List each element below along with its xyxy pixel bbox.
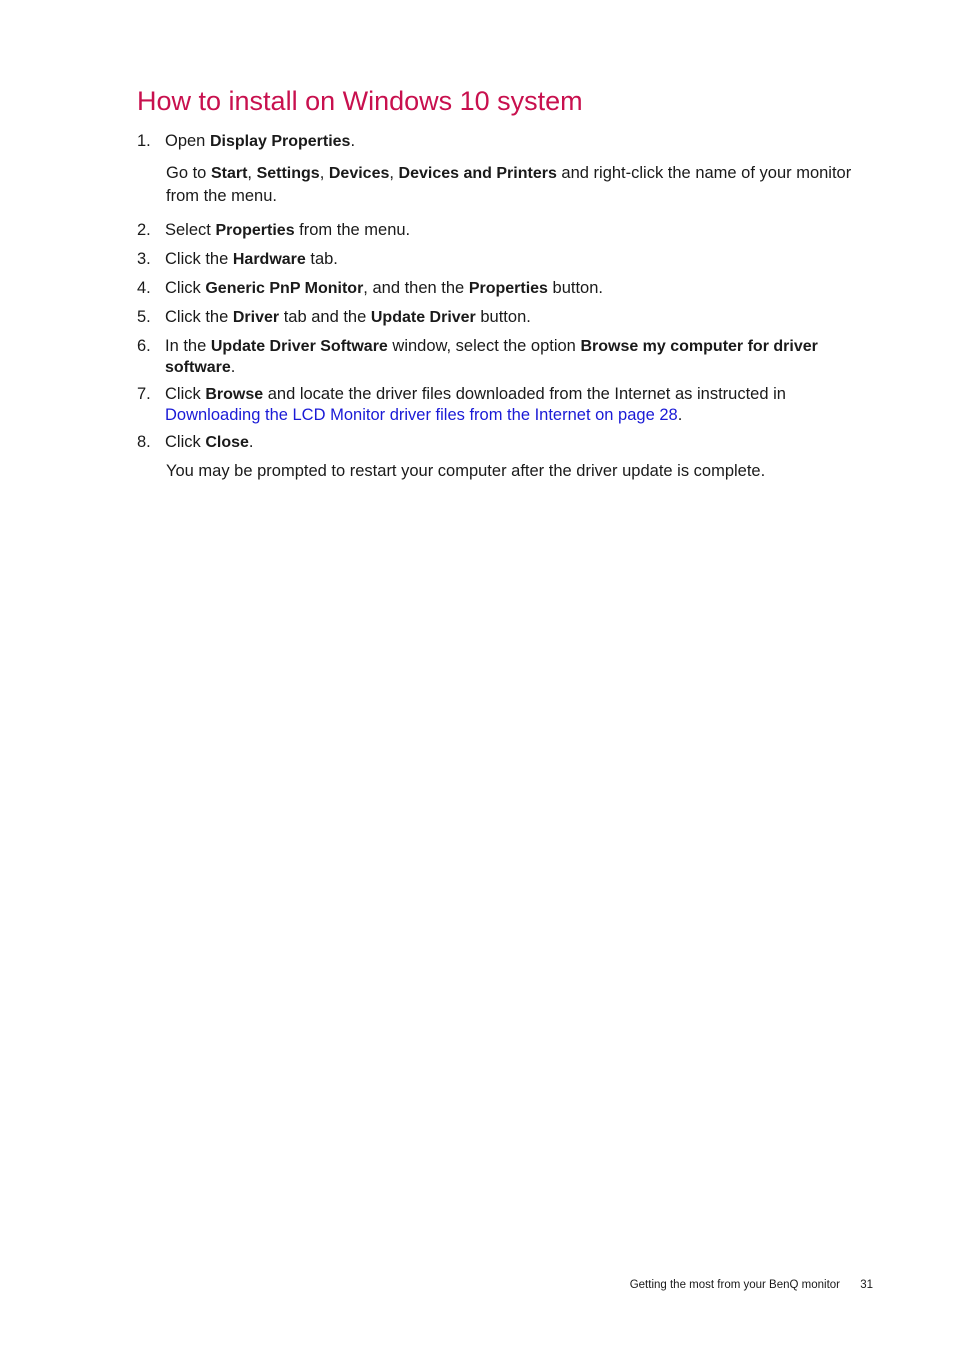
- ui-term: Start: [210, 165, 248, 182]
- step-number: 8.: [137, 433, 151, 451]
- step-number: 2.: [137, 221, 151, 239]
- step-text: Click Close.: [165, 433, 254, 451]
- ui-term: Devices: [328, 165, 390, 182]
- ui-term: Settings: [256, 165, 320, 182]
- ui-term: Display Properties: [209, 133, 351, 150]
- step-number: 5.: [137, 308, 151, 326]
- ui-term: Browse: [205, 386, 264, 403]
- step-number: 6.: [137, 337, 151, 355]
- step-number: 4.: [137, 279, 151, 297]
- ui-term: Update Driver Software: [210, 338, 388, 355]
- footer-text: Getting the most from your BenQ monitor: [629, 1279, 840, 1291]
- ui-term: Properties: [468, 280, 548, 297]
- ui-term: Devices and Printers: [398, 165, 557, 182]
- ui-term: Generic PnP Monitor: [205, 280, 364, 297]
- ui-term: Close: [205, 434, 249, 451]
- step-8-note: You may be prompted to restart your computer after the driver update is complete.: [166, 462, 766, 480]
- step-text: Select Properties from the menu.: [165, 221, 411, 239]
- ui-term: Hardware: [232, 251, 306, 268]
- step-4: [137, 278, 857, 299]
- step-text: Click the Driver tab and the Update Driver button.: [165, 308, 531, 326]
- step-text: Click the Hardware tab.: [165, 250, 338, 268]
- step-number: 1.: [137, 132, 151, 150]
- step-2: [137, 220, 857, 241]
- step-number: 7.: [137, 385, 151, 403]
- step-text: Click Browse and locate the driver files downloaded from the Internet as instructed in Downloading the LCD Monitor driver files from the Internet on page 28.: [165, 385, 786, 424]
- ui-term: Browse my computer for driver software: [165, 338, 818, 376]
- step-1-note: Go to Start, Settings, Devices, Devices and Printers and right-click the name of your monitor from the menu.: [166, 164, 852, 205]
- step-8: [137, 432, 857, 453]
- step-1: [137, 131, 857, 152]
- cross-reference-link[interactable]: Downloading the LCD Monitor driver files from the Internet on page 28: [165, 406, 678, 424]
- step-text: Open Display Properties.: [165, 132, 356, 150]
- step-text: Click Generic PnP Monitor, and then the Properties button.: [165, 279, 603, 297]
- step-number: 3.: [137, 250, 151, 268]
- step-6: [137, 336, 857, 378]
- page-title: How to install on Windows 10 system: [137, 86, 583, 116]
- step-5: [137, 307, 857, 328]
- step-3: [137, 249, 857, 270]
- ui-term: Update Driver: [370, 309, 476, 326]
- page-number: 31: [860, 1279, 873, 1291]
- step-7: [137, 384, 857, 425]
- step-text: In the Update Driver Software window, select the option Browse my computer for driver software.: [165, 337, 818, 376]
- ui-term: Properties: [215, 222, 295, 239]
- ui-term: Driver: [232, 309, 280, 326]
